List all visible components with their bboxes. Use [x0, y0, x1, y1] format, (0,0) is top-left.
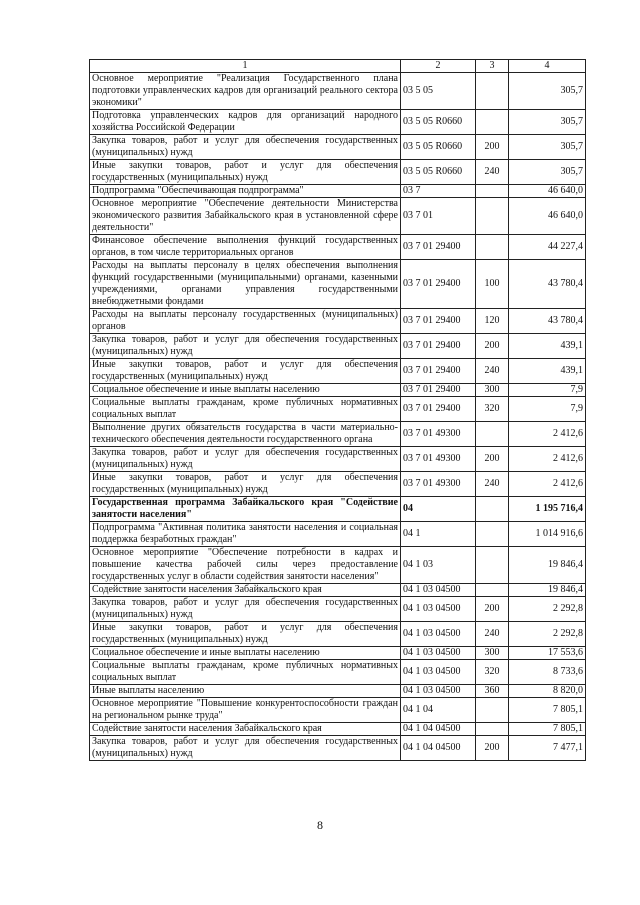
table-row — [90, 160, 586, 185]
table-row — [90, 73, 586, 110]
table-row — [90, 198, 586, 235]
row-name-cell: Иные закупки товаров, работ и услуг для обеспечения государственных (муниципальных) нужд — [90, 160, 401, 185]
row-code-cell: 03 5 05 R0660 — [401, 160, 476, 185]
row-code-cell: 03 7 01 49300 — [401, 422, 476, 447]
row-code-cell: 03 7 01 29400 — [401, 235, 476, 260]
budget-table — [89, 59, 586, 761]
row-amount-cell: 305,7 — [509, 160, 586, 185]
row-type-cell — [476, 198, 509, 235]
row-code-cell: 03 7 01 49300 — [401, 472, 476, 497]
row-type-cell: 240 — [476, 472, 509, 497]
row-type-cell — [476, 235, 509, 260]
row-name-cell: Социальное обеспечение и иные выплаты населению — [90, 384, 401, 397]
row-name-cell: Иные выплаты населению — [90, 685, 401, 698]
row-type-cell: 120 — [476, 309, 509, 334]
header-row — [90, 60, 586, 73]
row-type-cell — [476, 698, 509, 723]
row-amount-cell: 305,7 — [509, 73, 586, 110]
row-amount-cell: 43 780,4 — [509, 309, 586, 334]
table-row — [90, 647, 586, 660]
row-name-cell: Закупка товаров, работ и услуг для обеспечения государственных (муниципальных) нужд — [90, 736, 401, 761]
row-name-cell: Содействие занятости населения Забайкальского края — [90, 723, 401, 736]
row-name-cell: Иные закупки товаров, работ и услуг для обеспечения государственных (муниципальных) нужд — [90, 622, 401, 647]
row-code-cell: 03 7 — [401, 185, 476, 198]
row-amount-cell: 8 820,0 — [509, 685, 586, 698]
row-name-cell: Основное мероприятие "Обеспечение потребности в кадрах и повышение качества рабочей силы через предоставление государственных услуг в области содействия занятости населения" — [90, 547, 401, 584]
row-code-cell: 04 1 03 — [401, 547, 476, 584]
row-code-cell: 04 1 — [401, 522, 476, 547]
row-type-cell: 200 — [476, 736, 509, 761]
column-header-2: 2 — [401, 60, 476, 73]
row-code-cell: 03 7 01 29400 — [401, 397, 476, 422]
table-row — [90, 547, 586, 584]
table-row — [90, 422, 586, 447]
row-amount-cell: 46 640,0 — [509, 185, 586, 198]
row-amount-cell: 1 014 916,6 — [509, 522, 586, 547]
row-code-cell: 03 7 01 49300 — [401, 447, 476, 472]
row-code-cell: 03 7 01 29400 — [401, 384, 476, 397]
row-type-cell: 100 — [476, 260, 509, 309]
row-code-cell: 04 1 03 04500 — [401, 597, 476, 622]
row-type-cell: 240 — [476, 160, 509, 185]
table-row — [90, 309, 586, 334]
row-name-cell: Основное мероприятие "Обеспечение деятельности Министерства экономического развития Забайкальского края в установленной сфере деятельности" — [90, 198, 401, 235]
row-type-cell: 200 — [476, 334, 509, 359]
row-name-cell: Социальное обеспечение и иные выплаты населению — [90, 647, 401, 660]
row-code-cell: 03 5 05 — [401, 73, 476, 110]
row-amount-cell: 439,1 — [509, 334, 586, 359]
row-amount-cell: 2 292,8 — [509, 622, 586, 647]
table-row — [90, 110, 586, 135]
row-amount-cell: 43 780,4 — [509, 260, 586, 309]
table-row — [90, 447, 586, 472]
table-row — [90, 685, 586, 698]
table-row — [90, 397, 586, 422]
row-amount-cell: 44 227,4 — [509, 235, 586, 260]
row-name-cell: Финансовое обеспечение выполнения функций государственных органов, в том числе территориальных органов — [90, 235, 401, 260]
column-header-4: 4 — [509, 60, 586, 73]
row-amount-cell: 7 805,1 — [509, 723, 586, 736]
row-amount-cell: 19 846,4 — [509, 547, 586, 584]
row-type-cell — [476, 422, 509, 447]
table-row — [90, 698, 586, 723]
row-name-cell: Подпрограмма "Активная политика занятости населения и социальная поддержка безработных граждан" — [90, 522, 401, 547]
row-name-cell: Закупка товаров, работ и услуг для обеспечения государственных (муниципальных) нужд — [90, 334, 401, 359]
row-type-cell — [476, 723, 509, 736]
row-code-cell: 03 7 01 29400 — [401, 334, 476, 359]
row-type-cell — [476, 185, 509, 198]
row-type-cell — [476, 547, 509, 584]
row-type-cell — [476, 110, 509, 135]
row-code-cell: 03 7 01 — [401, 198, 476, 235]
row-amount-cell: 7 805,1 — [509, 698, 586, 723]
row-code-cell: 03 7 01 29400 — [401, 359, 476, 384]
row-name-cell: Основное мероприятие "Повышение конкурентоспособности граждан на региональном рынке труда" — [90, 698, 401, 723]
row-code-cell: 03 7 01 29400 — [401, 260, 476, 309]
table-row — [90, 597, 586, 622]
row-type-cell: 360 — [476, 685, 509, 698]
page-number: 8 — [317, 818, 323, 832]
row-name-cell: Закупка товаров, работ и услуг для обеспечения государственных (муниципальных) нужд — [90, 135, 401, 160]
row-amount-cell: 17 553,6 — [509, 647, 586, 660]
table-row — [90, 622, 586, 647]
row-name-cell: Основное мероприятие "Реализация Государственного плана подготовки управленческих кадров для организаций реального сектора экономики" — [90, 73, 401, 110]
table-header — [90, 60, 586, 73]
row-type-cell: 300 — [476, 384, 509, 397]
row-type-cell — [476, 584, 509, 597]
row-amount-cell: 305,7 — [509, 110, 586, 135]
table-row — [90, 185, 586, 198]
row-amount-cell: 2 292,8 — [509, 597, 586, 622]
column-header-3: 3 — [476, 60, 509, 73]
row-type-cell: 240 — [476, 359, 509, 384]
row-name-cell: Расходы на выплаты персоналу в целях обеспечения выполнения функций государственными (муниципальными) органами, казенными учреждениями, органами управления государственными внебюджетными фондами — [90, 260, 401, 309]
row-type-cell: 200 — [476, 597, 509, 622]
row-name-cell: Социальные выплаты гражданам, кроме публичных нормативных социальных выплат — [90, 397, 401, 422]
table-body — [90, 73, 586, 761]
table-row — [90, 135, 586, 160]
row-type-cell: 240 — [476, 622, 509, 647]
row-amount-cell: 2 412,6 — [509, 447, 586, 472]
table-row — [90, 660, 586, 685]
row-amount-cell: 46 640,0 — [509, 198, 586, 235]
row-code-cell: 04 1 04 04500 — [401, 736, 476, 761]
row-code-cell: 04 1 03 04500 — [401, 685, 476, 698]
row-name-cell: Содействие занятости населения Забайкальского края — [90, 584, 401, 597]
row-code-cell: 04 1 03 04500 — [401, 584, 476, 597]
row-amount-cell: 19 846,4 — [509, 584, 586, 597]
row-name-cell: Государственная программа Забайкальского края "Содействие занятости населения" — [90, 497, 401, 522]
table-row — [90, 736, 586, 761]
table-row — [90, 472, 586, 497]
row-code-cell: 04 — [401, 497, 476, 522]
row-amount-cell: 7,9 — [509, 397, 586, 422]
row-amount-cell: 439,1 — [509, 359, 586, 384]
row-name-cell: Иные закупки товаров, работ и услуг для обеспечения государственных (муниципальных) нужд — [90, 359, 401, 384]
row-amount-cell: 2 412,6 — [509, 472, 586, 497]
row-amount-cell: 7,9 — [509, 384, 586, 397]
table-row — [90, 384, 586, 397]
row-name-cell: Подготовка управленческих кадров для организаций народного хозяйства Российской Федерации — [90, 110, 401, 135]
row-code-cell: 04 1 04 04500 — [401, 723, 476, 736]
row-name-cell: Закупка товаров, работ и услуг для обеспечения государственных (муниципальных) нужд — [90, 597, 401, 622]
row-type-cell: 320 — [476, 660, 509, 685]
row-amount-cell: 305,7 — [509, 135, 586, 160]
row-code-cell: 04 1 03 04500 — [401, 647, 476, 660]
row-code-cell: 04 1 03 04500 — [401, 660, 476, 685]
row-type-cell: 300 — [476, 647, 509, 660]
table-row — [90, 522, 586, 547]
row-code-cell: 03 5 05 R0660 — [401, 135, 476, 160]
row-code-cell: 03 7 01 29400 — [401, 309, 476, 334]
table-row — [90, 723, 586, 736]
row-name-cell: Выполнение других обязательств государства в части материально-технического обеспечения деятельности государственного органа — [90, 422, 401, 447]
row-name-cell: Иные закупки товаров, работ и услуг для обеспечения государственных (муниципальных) нужд — [90, 472, 401, 497]
row-code-cell: 04 1 03 04500 — [401, 622, 476, 647]
row-amount-cell: 8 733,6 — [509, 660, 586, 685]
table-row — [90, 334, 586, 359]
row-name-cell: Подпрограмма "Обеспечивающая подпрограмма" — [90, 185, 401, 198]
row-type-cell — [476, 73, 509, 110]
row-name-cell: Закупка товаров, работ и услуг для обеспечения государственных (муниципальных) нужд — [90, 447, 401, 472]
row-type-cell — [476, 497, 509, 522]
row-amount-cell: 2 412,6 — [509, 422, 586, 447]
table-row — [90, 260, 586, 309]
row-type-cell: 200 — [476, 447, 509, 472]
row-type-cell — [476, 522, 509, 547]
row-type-cell: 320 — [476, 397, 509, 422]
row-code-cell: 03 5 05 R0660 — [401, 110, 476, 135]
row-code-cell: 04 1 04 — [401, 698, 476, 723]
row-name-cell: Социальные выплаты гражданам, кроме публичных нормативных социальных выплат — [90, 660, 401, 685]
table-row — [90, 235, 586, 260]
row-amount-cell: 1 195 716,4 — [509, 497, 586, 522]
table-row — [90, 497, 586, 522]
row-name-cell: Расходы на выплаты персоналу государственных (муниципальных) органов — [90, 309, 401, 334]
table-row — [90, 359, 586, 384]
row-amount-cell: 7 477,1 — [509, 736, 586, 761]
row-type-cell: 200 — [476, 135, 509, 160]
column-header-1: 1 — [90, 60, 401, 73]
table-row — [90, 584, 586, 597]
